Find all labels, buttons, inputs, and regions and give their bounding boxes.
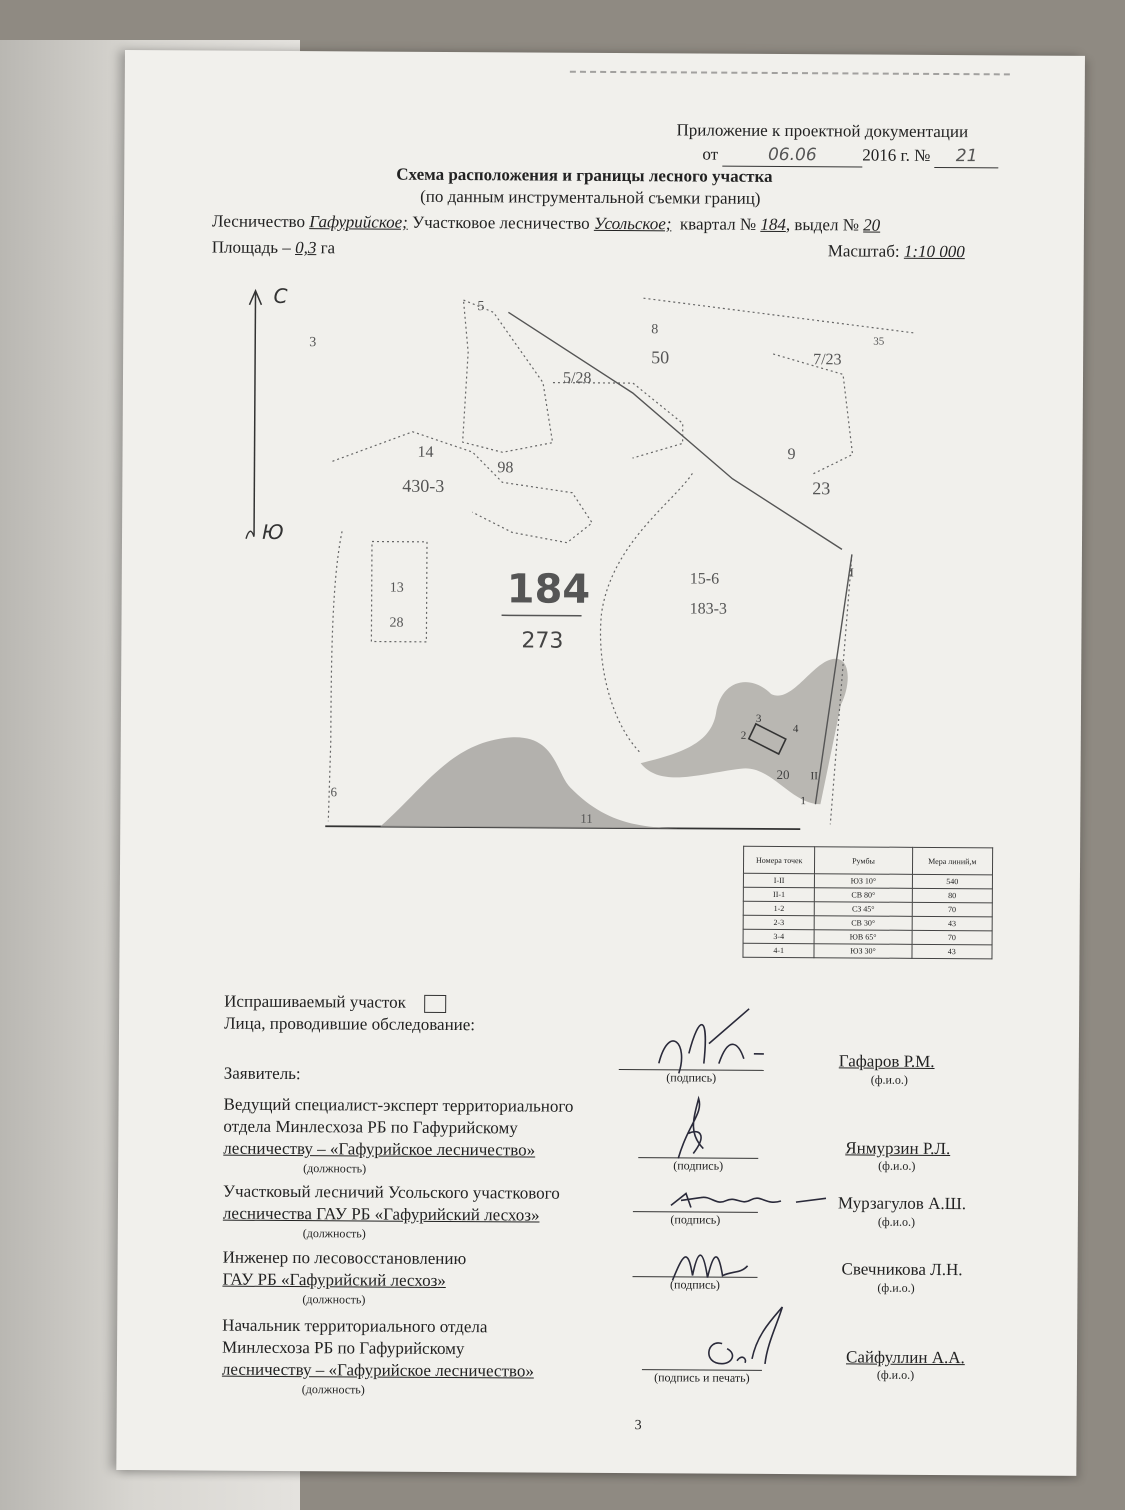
- map-label-p: 20: [777, 767, 790, 782]
- location-line: [212, 211, 880, 236]
- map-label-v: 3: [756, 713, 762, 725]
- table-header-lengths: Мера линий,м: [912, 847, 993, 874]
- table-row: [743, 915, 992, 931]
- signer-name-4: Свечникова Л.Н.: [842, 1258, 963, 1280]
- table-cell-length: 43: [912, 916, 993, 930]
- map-label-c: 50: [651, 347, 669, 367]
- map-label-k: 15-6: [690, 570, 719, 587]
- quarter-label: квартал №: [680, 214, 756, 233]
- legend-symbol: [424, 995, 446, 1013]
- signature-caption-5: (подпись и печать): [642, 1370, 762, 1386]
- area-value: 0,3: [295, 238, 316, 257]
- map-label-m: 13: [390, 581, 404, 596]
- fio-caption-4: (ф.и.о.): [877, 1281, 914, 1296]
- document-title: Схема расположения и границы лесного участка: [396, 164, 772, 187]
- legend-line: [224, 991, 446, 1013]
- map-label-b: 8: [651, 322, 658, 337]
- fio-caption-1: (ф.и.о.): [871, 1073, 908, 1088]
- table-cell-length: 80: [912, 888, 993, 902]
- signature-caption-4: (подпись): [632, 1277, 757, 1293]
- map-label-r: I: [850, 565, 854, 579]
- map-label-e: 7/23: [813, 351, 842, 368]
- date-handwritten: 06.06: [722, 145, 862, 168]
- table-cell-points: 3-4: [743, 929, 814, 943]
- map-label-x: 6: [330, 784, 337, 799]
- section-value: 20: [863, 216, 880, 235]
- map-label-d: 5/28: [563, 370, 592, 387]
- signer-name-2: Янмурзин Р.Л.: [845, 1137, 950, 1159]
- table-cell-length: 70: [912, 902, 993, 916]
- quarter-area: 273: [521, 628, 563, 653]
- number-prefix: №: [914, 146, 930, 165]
- map-label-y: 11: [580, 811, 593, 826]
- map-label-o: 3: [309, 335, 316, 350]
- table-cell-points: 1-2: [743, 901, 814, 915]
- table-cell-points: 4-1: [743, 943, 814, 957]
- table-row: [743, 901, 992, 917]
- signature-3: [666, 1185, 836, 1216]
- table-row: [743, 929, 992, 945]
- south-mark: [246, 531, 254, 539]
- south-label: Ю: [262, 520, 284, 544]
- position-3-line-2: лесничества ГАУ РБ «Гафурийский лесхоз»: [223, 1203, 540, 1226]
- bearings-table: [742, 846, 993, 960]
- appendix-date-line: [702, 144, 998, 169]
- table-cell-bearing: ЮВ 65°: [814, 930, 911, 945]
- signature-1: [649, 1003, 779, 1084]
- forestry-label: Лесничество: [212, 212, 305, 232]
- table-cell-points: I-II: [743, 873, 814, 887]
- position-4-line-1: Инженер по лесовосстановлению: [223, 1247, 467, 1269]
- table-cell-points: II-1: [743, 887, 814, 901]
- map-label-w: 4: [793, 723, 799, 735]
- table-cell-length: 43: [912, 944, 993, 958]
- map-label-g: 23: [812, 478, 830, 498]
- position-5-line-1: Начальник территориального отдела: [222, 1315, 487, 1338]
- map-label-a: 5: [477, 299, 484, 314]
- fio-caption-5: (ф.и.о.): [877, 1368, 914, 1383]
- map-label-q: 35: [873, 336, 885, 348]
- signer-name-3: Мурзагулов А.Ш.: [838, 1192, 966, 1214]
- position-4-line-2: ГАУ РБ «Гафурийский лесхоз»: [222, 1269, 445, 1291]
- map-label-l: 183-3: [690, 600, 727, 617]
- document-subtitle: (по данным инструментальной съемки границ): [420, 186, 761, 209]
- position-caption-3: (должность): [303, 1226, 366, 1241]
- section-label: , выдел №: [786, 215, 859, 234]
- header-fragment: [570, 71, 1010, 88]
- document-page: [116, 50, 1085, 1476]
- signature-caption-2: (подпись): [638, 1158, 758, 1174]
- position-2-line-3: лесничеству – «Гафурийское лесничество»: [223, 1138, 535, 1161]
- fio-caption-3: (ф.и.о.): [878, 1215, 915, 1230]
- position-caption-5: (должность): [302, 1382, 365, 1397]
- table-cell-bearing: СВ 30°: [815, 916, 912, 931]
- table-row: [743, 943, 992, 959]
- table-cell-bearing: ЮЗ 10°: [815, 874, 912, 889]
- table-header-points: Номера точек: [743, 846, 815, 873]
- map-label-h: 14: [417, 444, 433, 461]
- position-2-line-1: Ведущий специалист-эксперт территориального: [223, 1094, 573, 1117]
- number-handwritten: 21: [935, 146, 999, 168]
- north-label: С: [273, 284, 287, 308]
- area-label: Площадь –: [212, 238, 291, 257]
- district-value: Усольское;: [594, 214, 672, 233]
- position-caption-2: (должность): [303, 1161, 366, 1176]
- table-cell-bearing: СВ 80°: [815, 888, 912, 903]
- table-cell-length: 540: [912, 874, 993, 888]
- scale-value: 1:10 000: [904, 242, 965, 261]
- signer-name-1: Гафаров Р.М.: [839, 1050, 935, 1072]
- area-unit: га: [321, 238, 336, 257]
- area-line: [212, 237, 335, 259]
- signature-5: [687, 1298, 797, 1379]
- map-label-s: II: [811, 770, 819, 782]
- table-cell-length: 70: [912, 930, 993, 944]
- signature-caption-3: (подпись): [633, 1212, 758, 1228]
- map-label-t: 1: [800, 795, 806, 807]
- scale-line: [828, 240, 965, 262]
- table-cell-bearing: СЗ 45°: [815, 902, 912, 917]
- table-cell-bearing: ЮЗ 30°: [814, 944, 911, 959]
- appendix-line: Приложение к проектной документации: [676, 119, 968, 142]
- table-row: [743, 887, 992, 903]
- forest-map: [210, 281, 1033, 841]
- forestry-value: Гафурийское;: [309, 212, 408, 232]
- table-header-bearings: Румбы: [815, 847, 912, 875]
- table-cell-points: 2-3: [743, 915, 814, 929]
- survey-label: Лица, проводившие обследование:: [224, 1013, 475, 1036]
- map-label-u: 2: [741, 730, 747, 742]
- position-2-line-2: отдела Минлесхоза РБ по Гафурийскому: [223, 1116, 517, 1139]
- position-5-line-2: Минлесхоза РБ по Гафурийскому: [222, 1337, 464, 1359]
- map-label-j: 98: [497, 459, 513, 476]
- page-number: 3: [635, 1415, 642, 1436]
- table-row: [743, 873, 992, 889]
- signature-2: [658, 1093, 728, 1168]
- scale-label: Масштаб:: [828, 241, 900, 260]
- signature-4: [662, 1235, 757, 1291]
- position-5-line-3: лесничеству – «Гафурийское лесничество»: [222, 1359, 534, 1382]
- map-label-n: 28: [389, 616, 403, 631]
- map-label-i: 430-3: [402, 476, 444, 496]
- position-3-line-1: Участковый лесничий Усольского участкового: [223, 1181, 560, 1204]
- year: 2016 г.: [862, 146, 910, 165]
- terrain-shade-1: [380, 736, 681, 828]
- north-arrow-line: [254, 293, 255, 536]
- signer-name-5: Сайфуллин А.А.: [846, 1346, 965, 1368]
- position-caption-4: (должность): [302, 1292, 365, 1307]
- signature-caption-1: (подпись): [619, 1070, 764, 1086]
- fio-caption-2: (ф.и.о.): [878, 1159, 915, 1174]
- quarter-number: 184: [507, 566, 591, 613]
- date-prefix: от: [702, 145, 718, 164]
- legend-label: Испрашиваемый участок: [224, 992, 406, 1012]
- map-label-f: 9: [787, 446, 795, 463]
- applicant-label: Заявитель:: [224, 1063, 301, 1084]
- district-label: Участковое лесничество: [412, 213, 590, 233]
- quarter-value: 184: [760, 215, 786, 234]
